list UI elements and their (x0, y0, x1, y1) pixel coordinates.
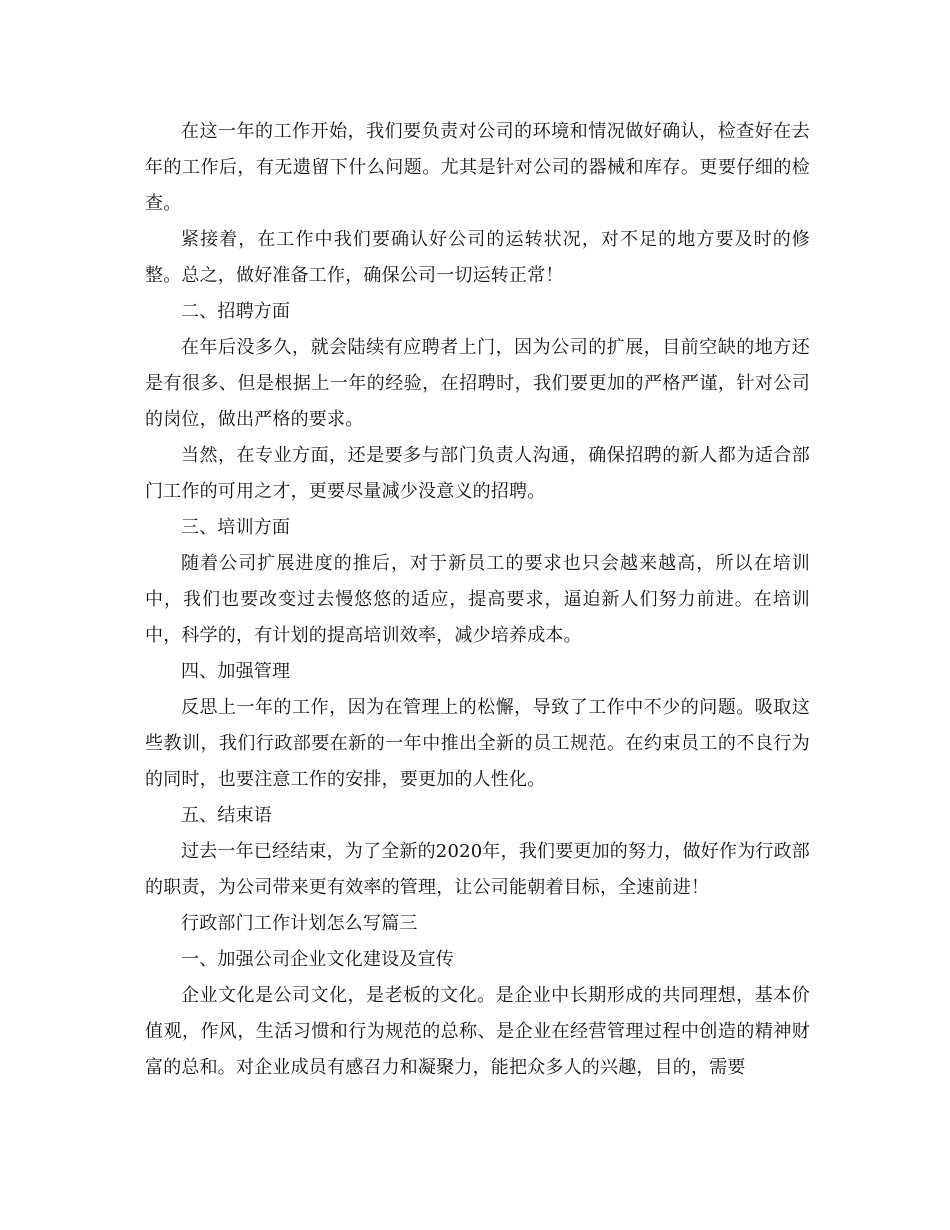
paragraph-conclusion: 过去一年已经结束，为了全新的2020年，我们要更加的努力，做好作为行政部的职责，为公司带来更有效率的管理，让公司能朝着目标，全速前进！ (145, 841, 811, 898)
section-heading-training: 三、培训方面 (181, 517, 291, 538)
paragraph-environment-check: 在这一年的工作开始，我们要负责对公司的环境和情况做好确认，检查好在去年的工作后，有无遗留下什么问题。尤其是针对公司的器械和库存。更要仔细的检查。 (145, 121, 810, 214)
paragraph-operation-status: 紧接着，在工作中我们要确认好公司的运转状况，对不足的地方要及时的修整。总之，做好准备工作，确保公司一切运转正常！ (145, 229, 810, 286)
section-heading-corporate-culture: 一、加强公司企业文化建设及宣传 (181, 949, 454, 970)
section-heading-conclusion: 五、结束语 (181, 805, 272, 826)
paragraph-training: 随着公司扩展进度的推后，对于新员工的要求也只会越来越高，所以在培训中，我们也要改变过去慢悠悠的适应，提高要求，逼迫新人们努力前进。在培训中，科学的，有计划的提高培训效率，减少培养成本。 (145, 553, 810, 646)
paragraph-management: 反思上一年的工作，因为在管理上的松懈，导致了工作中不少的问题。吸取这些教训，我们行政部要在新的一年中推出全新的员工规范。在约束员工的不良行为的同时，也要注意工作的安排，要更加的人性化。 (145, 697, 810, 790)
paragraph-recruitment-requirements: 在年后没多久，就会陆续有应聘者上门，因为公司的扩展，目前空缺的地方还是有很多、但是根据上一年的经验，在招聘时，我们要更加的严格严谨，针对公司的岗位，做出严格的要求。 (145, 337, 810, 430)
section-heading-recruitment: 二、招聘方面 (181, 301, 291, 322)
paragraph-recruitment-communication: 当然，在专业方面，还是要多与部门负责人沟通，确保招聘的新人都为适合部门工作的可用之才，更要尽量减少没意义的招聘。 (145, 445, 810, 502)
section-heading-management: 四、加强管理 (181, 661, 291, 682)
document-body (145, 114, 810, 1086)
article-title-part-three: 行政部门工作计划怎么写篇三 (181, 913, 418, 934)
paragraph-corporate-culture: 企业文化是公司文化，是老板的文化。是企业中长期形成的共同理想，基本价值观，作风，生活习惯和行为规范的总称、是企业在经营管理过程中创造的精神财富的总和。对企业成员有感召力和凝聚力，能把众多人的兴趣，目的，需要 (145, 985, 810, 1078)
